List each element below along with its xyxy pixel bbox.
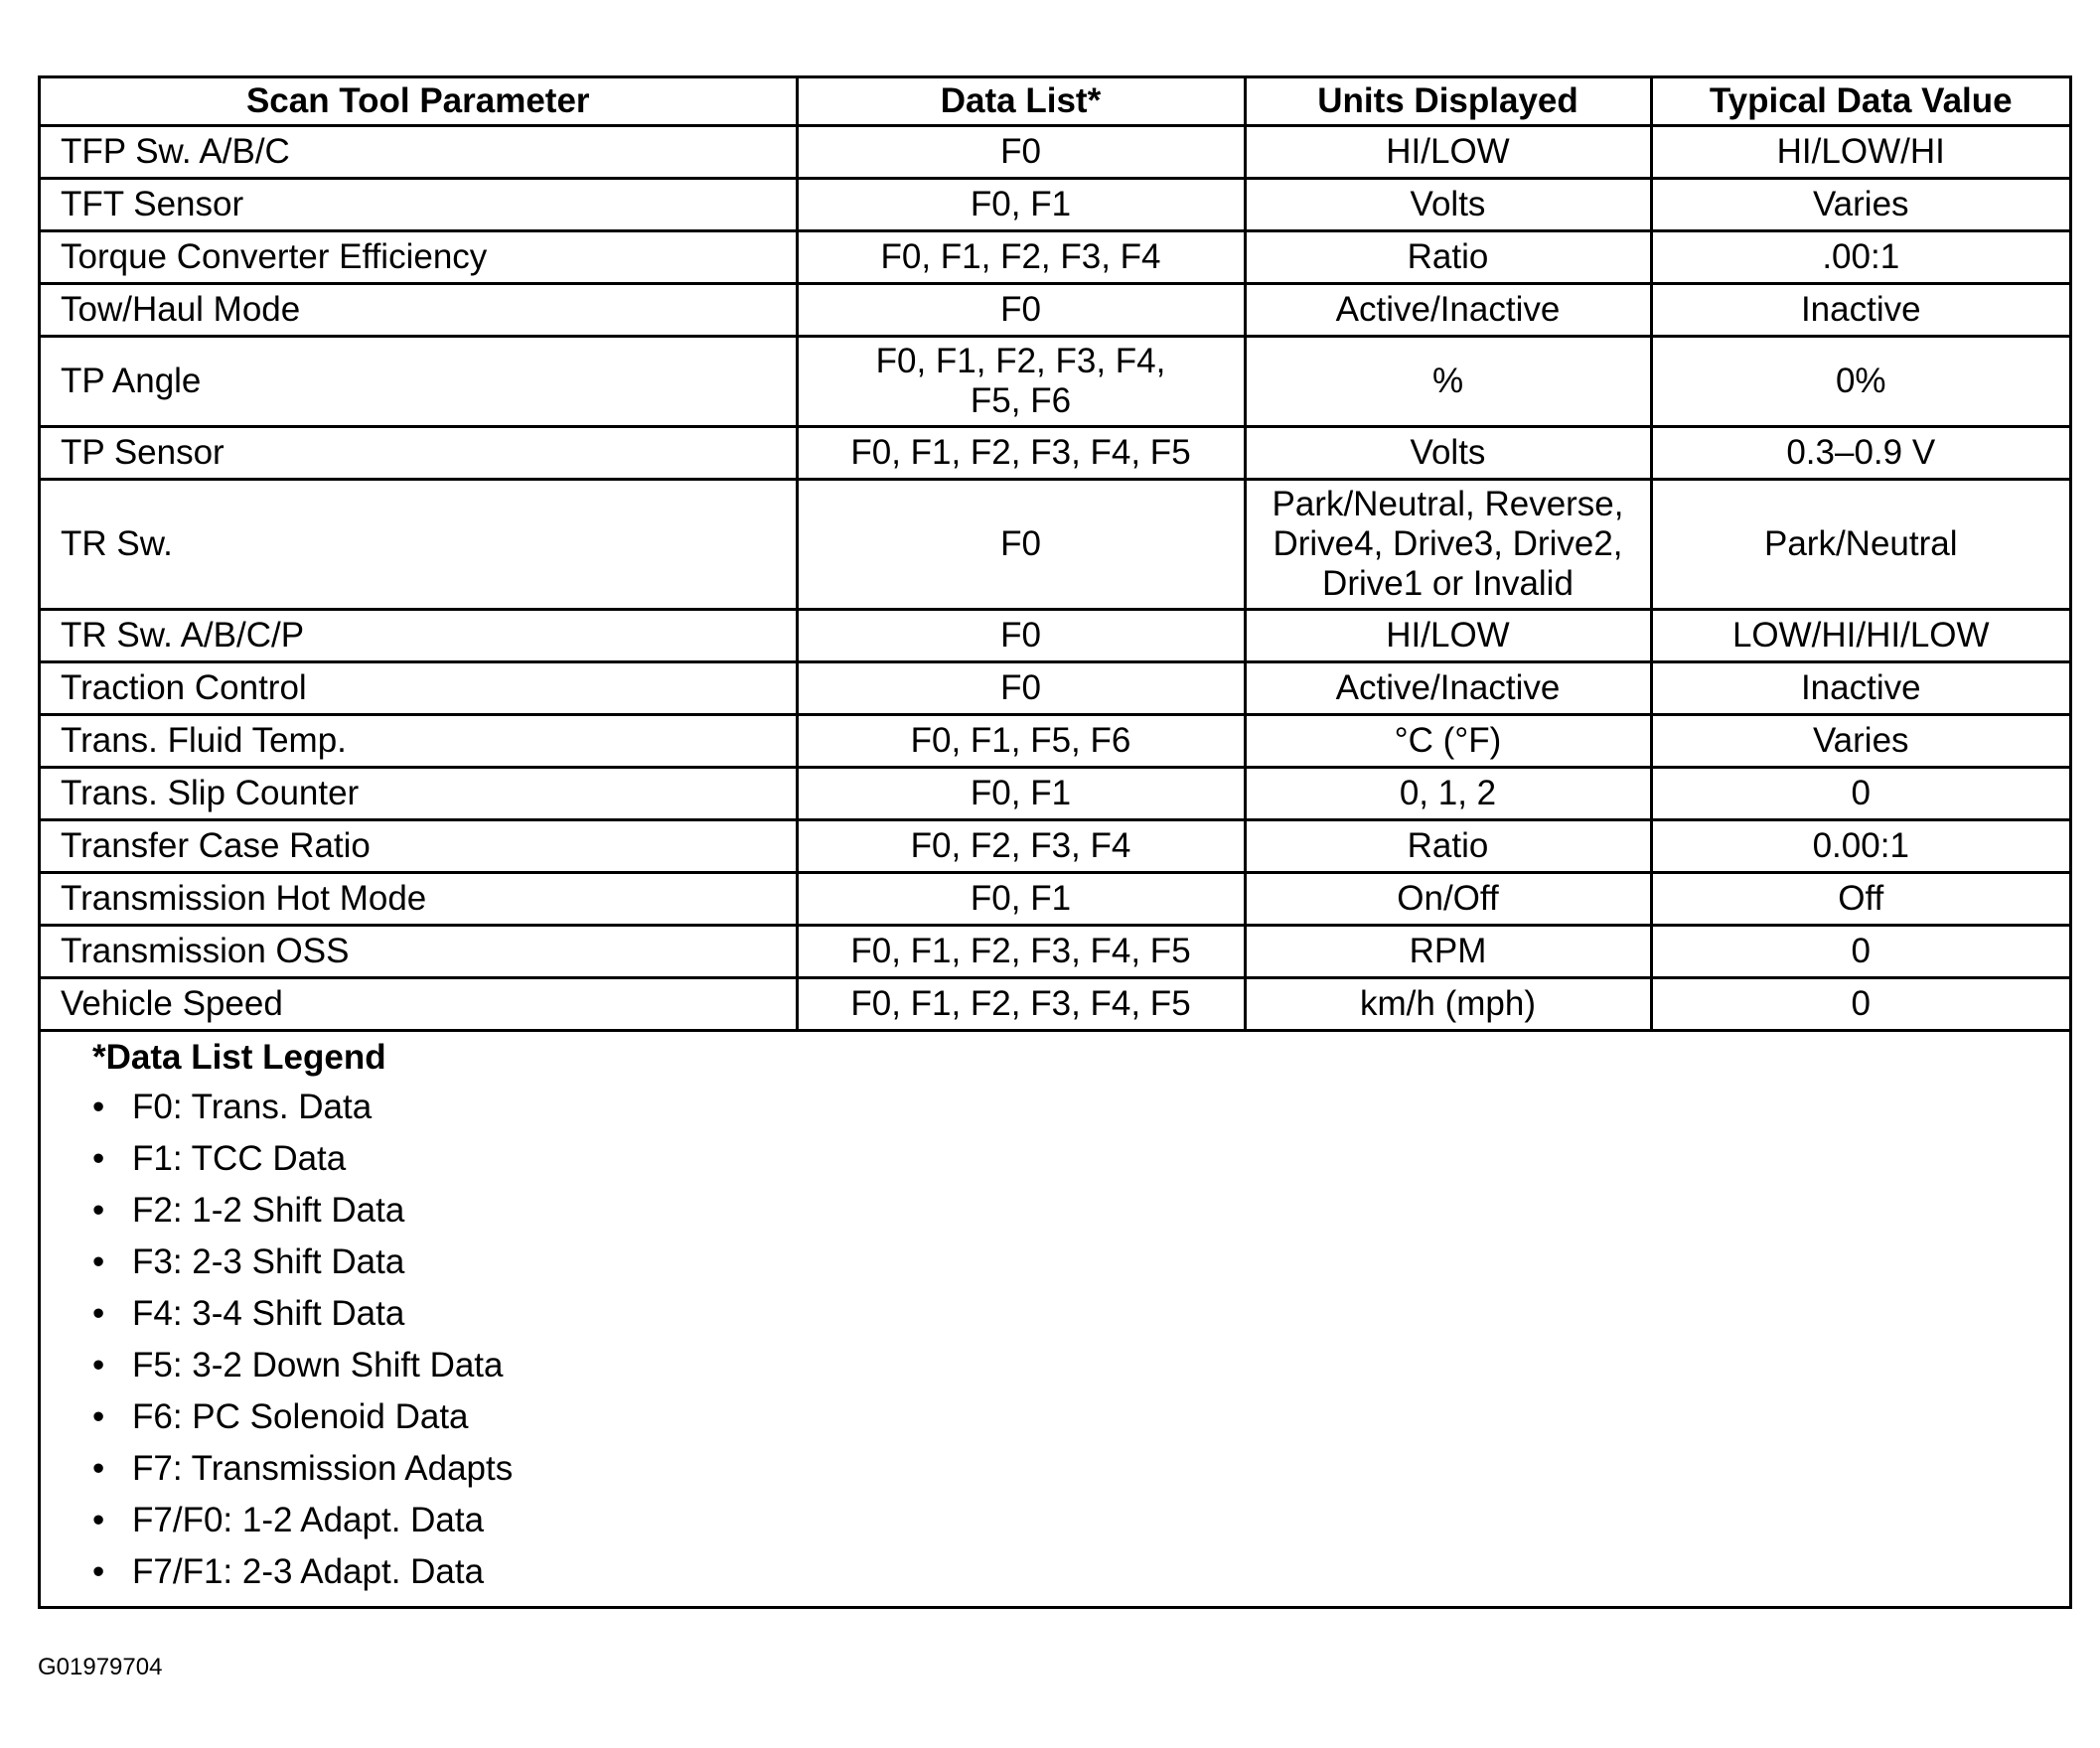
cell-data-list bbox=[797, 873, 1245, 926]
cell-units bbox=[1245, 926, 1651, 978]
cell-data-list bbox=[797, 179, 1245, 231]
table-row bbox=[41, 715, 2069, 768]
cell-parameter: Vehicle Speed bbox=[41, 978, 797, 1031]
table-row bbox=[41, 610, 2069, 662]
data-list-legend bbox=[41, 1032, 2069, 1606]
cell-units bbox=[1245, 820, 1651, 873]
data-list-line: F0 bbox=[1000, 616, 1041, 655]
legend-item bbox=[92, 1294, 2069, 1346]
cell-typical-value: 0 bbox=[1651, 978, 2069, 1031]
cell-data-list bbox=[797, 284, 1245, 337]
cell-units bbox=[1245, 873, 1651, 926]
scan-tool-data-document bbox=[38, 75, 2072, 1609]
table-row bbox=[41, 926, 2069, 978]
legend-item bbox=[92, 1449, 2069, 1501]
units-line: Drive4, Drive3, Drive2, bbox=[1273, 524, 1623, 563]
legend-item-text: F7/F0: 1-2 Adapt. Data bbox=[132, 1501, 485, 1539]
cell-units bbox=[1245, 126, 1651, 179]
cell-data-list bbox=[797, 978, 1245, 1031]
cell-data-list bbox=[797, 926, 1245, 978]
cell-data-list bbox=[797, 126, 1245, 179]
cell-parameter: Trans. Slip Counter bbox=[41, 768, 797, 820]
cell-typical-value: HI/LOW/HI bbox=[1651, 126, 2069, 179]
bullet-icon: • bbox=[92, 1346, 105, 1384]
cell-units bbox=[1245, 978, 1651, 1031]
cell-typical-value: 0 bbox=[1651, 926, 2069, 978]
units-line: 0, 1, 2 bbox=[1399, 774, 1497, 812]
units-line: Volts bbox=[1410, 433, 1486, 472]
table-row bbox=[41, 284, 2069, 337]
units-line: Ratio bbox=[1407, 237, 1489, 276]
data-list-line: F0, F1, F2, F3, F4, F5 bbox=[850, 984, 1191, 1023]
cell-typical-value: Inactive bbox=[1651, 662, 2069, 715]
column-header-typical-value: Typical Data Value bbox=[1651, 78, 2069, 126]
cell-data-list bbox=[797, 662, 1245, 715]
column-header-data-list: Data List* bbox=[797, 78, 1245, 126]
bullet-icon: • bbox=[92, 1501, 105, 1539]
units-line: HI/LOW bbox=[1386, 616, 1510, 655]
legend-item-text: F6: PC Solenoid Data bbox=[132, 1397, 469, 1436]
cell-typical-value: LOW/HI/HI/LOW bbox=[1651, 610, 2069, 662]
data-list-line: F0, F1 bbox=[970, 185, 1072, 223]
bullet-icon: • bbox=[92, 1139, 105, 1178]
cell-units bbox=[1245, 610, 1651, 662]
cell-parameter: Transmission Hot Mode bbox=[41, 873, 797, 926]
table-row bbox=[41, 231, 2069, 284]
legend-item-text: F7/F1: 2-3 Adapt. Data bbox=[132, 1552, 485, 1591]
data-list-line: F0, F1, F2, F3, F4, F5 bbox=[850, 433, 1191, 472]
scan-tool-parameter-table bbox=[41, 78, 2069, 1032]
cell-data-list bbox=[797, 610, 1245, 662]
cell-parameter: TR Sw. bbox=[41, 480, 797, 610]
bullet-icon: • bbox=[92, 1397, 105, 1436]
column-header-parameter: Scan Tool Parameter bbox=[41, 78, 797, 126]
bullet-icon: • bbox=[92, 1088, 105, 1126]
bullet-icon: • bbox=[92, 1191, 105, 1230]
units-line: HI/LOW bbox=[1386, 132, 1510, 171]
cell-typical-value: 0% bbox=[1651, 337, 2069, 427]
legend-item bbox=[92, 1242, 2069, 1294]
table-row bbox=[41, 337, 2069, 427]
column-header-units: Units Displayed bbox=[1245, 78, 1651, 126]
table-row bbox=[41, 978, 2069, 1031]
cell-typical-value: Park/Neutral bbox=[1651, 480, 2069, 610]
legend-item bbox=[92, 1397, 2069, 1449]
cell-parameter: TR Sw. A/B/C/P bbox=[41, 610, 797, 662]
data-list-line: F5, F6 bbox=[970, 381, 1072, 420]
bullet-icon: • bbox=[92, 1552, 105, 1591]
cell-parameter: TP Angle bbox=[41, 337, 797, 427]
cell-units bbox=[1245, 231, 1651, 284]
cell-data-list bbox=[797, 231, 1245, 284]
cell-parameter: Transfer Case Ratio bbox=[41, 820, 797, 873]
cell-units bbox=[1245, 480, 1651, 610]
figure-id: G01979704 bbox=[38, 1654, 163, 1680]
legend-title: *Data List Legend bbox=[92, 1038, 386, 1077]
cell-units bbox=[1245, 768, 1651, 820]
cell-units bbox=[1245, 337, 1651, 427]
legend-item-text: F1: TCC Data bbox=[132, 1139, 347, 1178]
legend-item-text: F7: Transmission Adapts bbox=[132, 1449, 514, 1488]
cell-units bbox=[1245, 715, 1651, 768]
data-list-line: F0 bbox=[1000, 668, 1041, 707]
units-line: RPM bbox=[1409, 932, 1487, 970]
legend-item bbox=[92, 1501, 2069, 1552]
units-line: km/h (mph) bbox=[1360, 984, 1536, 1023]
data-list-line: F0 bbox=[1000, 524, 1041, 563]
cell-units bbox=[1245, 284, 1651, 337]
legend-item-text: F4: 3-4 Shift Data bbox=[132, 1294, 405, 1333]
data-list-line: F0, F1, F2, F3, F4 bbox=[880, 237, 1161, 276]
cell-typical-value: 0.3–0.9 V bbox=[1651, 427, 2069, 480]
table-row bbox=[41, 179, 2069, 231]
cell-parameter: Traction Control bbox=[41, 662, 797, 715]
cell-parameter: TFP Sw. A/B/C bbox=[41, 126, 797, 179]
legend-item-text: F0: Trans. Data bbox=[132, 1088, 373, 1126]
cell-typical-value: 0.00:1 bbox=[1651, 820, 2069, 873]
legend-item bbox=[92, 1191, 2069, 1242]
units-line: Park/Neutral, Reverse, bbox=[1272, 485, 1624, 523]
cell-data-list bbox=[797, 480, 1245, 610]
table-header-row bbox=[41, 78, 2069, 126]
cell-units bbox=[1245, 179, 1651, 231]
legend-item-text: F3: 2-3 Shift Data bbox=[132, 1242, 405, 1281]
cell-typical-value: Varies bbox=[1651, 715, 2069, 768]
cell-parameter: TFT Sensor bbox=[41, 179, 797, 231]
units-line: °C (°F) bbox=[1394, 721, 1502, 760]
legend-item bbox=[92, 1552, 2069, 1604]
legend-item bbox=[92, 1346, 2069, 1397]
legend-item-text: F5: 3-2 Down Shift Data bbox=[132, 1346, 504, 1384]
legend-list bbox=[92, 1088, 2069, 1604]
data-list-line: F0, F1 bbox=[970, 774, 1072, 812]
units-line: Active/Inactive bbox=[1335, 668, 1561, 707]
data-list-line: F0, F1, F2, F3, F4, bbox=[875, 342, 1166, 380]
cell-typical-value: Varies bbox=[1651, 179, 2069, 231]
table-row bbox=[41, 873, 2069, 926]
units-line: Drive1 or Invalid bbox=[1322, 564, 1574, 603]
data-list-line: F0 bbox=[1000, 132, 1041, 171]
table-row bbox=[41, 662, 2069, 715]
table-row bbox=[41, 126, 2069, 179]
legend-item bbox=[92, 1139, 2069, 1191]
bullet-icon: • bbox=[92, 1242, 105, 1281]
legend-item bbox=[92, 1088, 2069, 1139]
cell-units bbox=[1245, 662, 1651, 715]
cell-data-list bbox=[797, 715, 1245, 768]
cell-data-list bbox=[797, 337, 1245, 427]
cell-typical-value: Off bbox=[1651, 873, 2069, 926]
units-line: Ratio bbox=[1407, 826, 1489, 865]
units-line: Volts bbox=[1410, 185, 1486, 223]
cell-parameter: Transmission OSS bbox=[41, 926, 797, 978]
cell-parameter: Tow/Haul Mode bbox=[41, 284, 797, 337]
data-list-line: F0, F1, F2, F3, F4, F5 bbox=[850, 932, 1191, 970]
data-list-line: F0, F1 bbox=[970, 879, 1072, 918]
data-list-line: F0 bbox=[1000, 290, 1041, 329]
cell-data-list bbox=[797, 427, 1245, 480]
bullet-icon: • bbox=[92, 1449, 105, 1488]
bullet-icon: • bbox=[92, 1294, 105, 1333]
cell-typical-value: .00:1 bbox=[1651, 231, 2069, 284]
cell-typical-value: 0 bbox=[1651, 768, 2069, 820]
table-row bbox=[41, 480, 2069, 610]
cell-parameter: Torque Converter Efficiency bbox=[41, 231, 797, 284]
data-list-line: F0, F2, F3, F4 bbox=[910, 826, 1131, 865]
units-line: On/Off bbox=[1397, 879, 1499, 918]
table-row bbox=[41, 768, 2069, 820]
data-list-line: F0, F1, F5, F6 bbox=[910, 721, 1131, 760]
cell-parameter: Trans. Fluid Temp. bbox=[41, 715, 797, 768]
cell-parameter: TP Sensor bbox=[41, 427, 797, 480]
cell-data-list bbox=[797, 768, 1245, 820]
table-row bbox=[41, 427, 2069, 480]
table-row bbox=[41, 820, 2069, 873]
cell-units bbox=[1245, 427, 1651, 480]
table-body bbox=[41, 126, 2069, 1031]
legend-item-text: F2: 1-2 Shift Data bbox=[132, 1191, 405, 1230]
cell-typical-value: Inactive bbox=[1651, 284, 2069, 337]
cell-data-list bbox=[797, 820, 1245, 873]
units-line: % bbox=[1431, 362, 1464, 400]
units-line: Active/Inactive bbox=[1335, 290, 1561, 329]
